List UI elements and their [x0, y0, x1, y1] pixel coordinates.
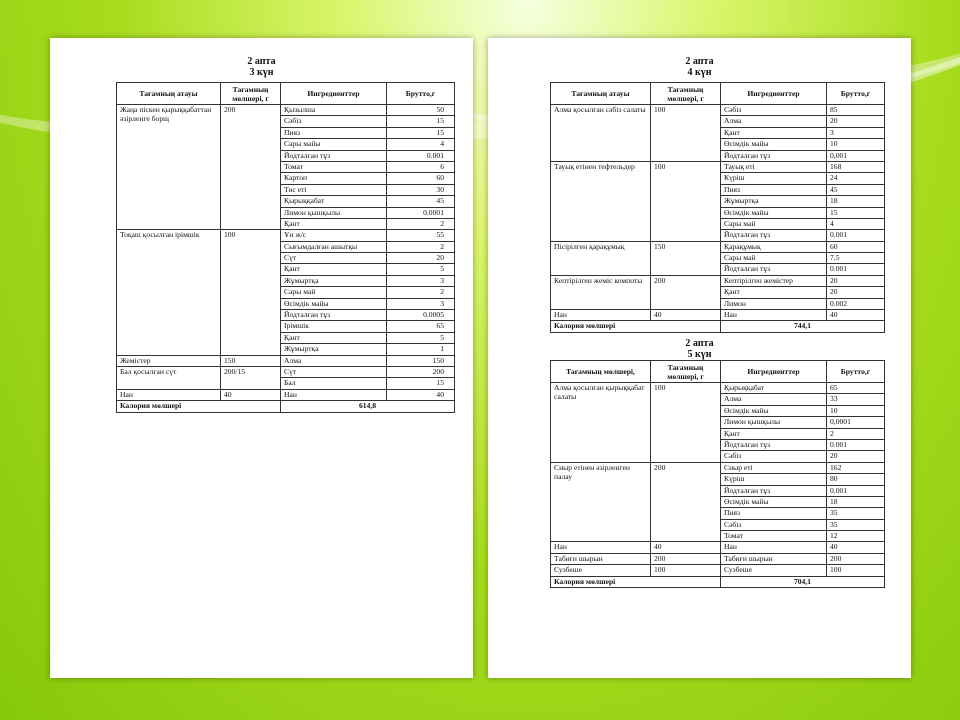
- ingredient-cell: Қант: [281, 218, 387, 229]
- dish-name-cell: Сиыр етінен әзірленген палау: [551, 462, 651, 542]
- brutto-cell: 18: [827, 496, 885, 507]
- ingredient-cell: Күріш: [721, 173, 827, 184]
- brutto-cell: 162: [827, 462, 885, 473]
- dish-amount-cell: 200: [651, 275, 721, 309]
- brutto-cell: 100: [827, 565, 885, 576]
- dish-name-cell: Жаңа піскен қырыққабаттан әзірленге борщ: [117, 105, 221, 230]
- brutto-cell: 200: [387, 366, 455, 377]
- brutto-cell: 15: [387, 116, 455, 127]
- ingredient-cell: Сәбіз: [721, 451, 827, 462]
- week-title: 2 апта: [247, 56, 276, 67]
- table-row: [551, 553, 885, 564]
- ingredient-cell: Йодталған тұз: [721, 150, 827, 161]
- table-row: [117, 366, 455, 377]
- ingredient-cell: Лимон: [721, 298, 827, 309]
- ingredient-cell: Сары май: [721, 253, 827, 264]
- brutto-cell: 65: [387, 321, 455, 332]
- calorie-label: Калория мөлшері: [551, 321, 721, 332]
- column-header: Тағамның атауы: [551, 83, 651, 105]
- ingredient-cell: Сәбіз: [721, 519, 827, 530]
- ingredient-cell: Сүт: [281, 366, 387, 377]
- dish-amount-cell: 100: [221, 230, 281, 355]
- ingredient-cell: Өсімдік майы: [281, 298, 387, 309]
- ingredient-cell: Қызылша: [281, 105, 387, 116]
- ingredient-cell: Қант: [721, 287, 827, 298]
- week-title: 2 апта: [685, 56, 714, 67]
- dish-name-cell: Жемістер: [117, 355, 221, 366]
- brutto-cell: 45: [387, 196, 455, 207]
- table-row: [117, 389, 455, 400]
- brutto-cell: 2: [387, 241, 455, 252]
- dish-amount-cell: 200: [651, 553, 721, 564]
- dish-amount-cell: 150: [651, 241, 721, 275]
- dish-amount-cell: 40: [651, 310, 721, 321]
- ingredient-cell: Сүт: [281, 253, 387, 264]
- brutto-cell: 0,001: [827, 150, 885, 161]
- ingredient-cell: Бал: [281, 378, 387, 389]
- brutto-cell: 0.001: [827, 439, 885, 450]
- ingredient-cell: Қант: [721, 428, 827, 439]
- brutto-cell: 4: [387, 139, 455, 150]
- brutto-cell: 0.001: [827, 230, 885, 241]
- table-row: [551, 241, 885, 252]
- column-header: Тағамның мөлшері, г: [221, 83, 281, 105]
- ingredient-cell: Өсімдік майы: [721, 405, 827, 416]
- ingredient-cell: Сиыр еті: [721, 462, 827, 473]
- table-header-row: [551, 361, 885, 383]
- brutto-cell: 2: [827, 428, 885, 439]
- ingredient-cell: Лимон қышқылы: [721, 417, 827, 428]
- week-heading: [50, 56, 473, 78]
- dish-name-cell: Табиғи шырын: [551, 553, 651, 564]
- brutto-cell: 10: [827, 405, 885, 416]
- ingredient-cell: Картоп: [281, 173, 387, 184]
- brutto-cell: 2: [387, 218, 455, 229]
- table-row: [551, 565, 885, 576]
- ingredient-cell: Қант: [281, 264, 387, 275]
- brutto-cell: 20: [827, 287, 885, 298]
- dish-amount-cell: 100: [651, 105, 721, 162]
- calorie-value: 614,8: [281, 401, 455, 412]
- ingredient-cell: Өсімдік майы: [721, 496, 827, 507]
- brutto-cell: 33: [827, 394, 885, 405]
- ingredient-cell: Табиғи шырын: [721, 553, 827, 564]
- calorie-row: [117, 401, 455, 412]
- dish-amount-cell: 40: [221, 389, 281, 400]
- brutto-cell: 35: [827, 508, 885, 519]
- brutto-cell: 0.0001: [387, 207, 455, 218]
- brutto-cell: 0.001: [827, 485, 885, 496]
- brutto-cell: 45: [827, 184, 885, 195]
- calorie-row: [551, 576, 885, 587]
- brutto-cell: 0.0005: [387, 310, 455, 321]
- ingredient-cell: Йодталған тұз: [721, 439, 827, 450]
- ingredient-cell: Лимон қышқылы: [281, 207, 387, 218]
- calorie-row: [551, 321, 885, 332]
- dish-name-cell: Нан: [117, 389, 221, 400]
- brutto-cell: 4: [827, 218, 885, 229]
- ingredient-cell: Күріш: [721, 474, 827, 485]
- ingredient-cell: Сары май: [281, 287, 387, 298]
- ingredient-cell: Пияз: [721, 508, 827, 519]
- brutto-cell: 3: [827, 127, 885, 138]
- ingredient-cell: Сузбеше: [721, 565, 827, 576]
- ingredient-cell: Кептірілген жемістер: [721, 275, 827, 286]
- dish-name-cell: Алма қосылған сәбіз салаты: [551, 105, 651, 162]
- column-header: Брутто,г: [387, 83, 455, 105]
- column-header: Ингредиенттер: [281, 83, 387, 105]
- ingredient-cell: Томат: [721, 531, 827, 542]
- ingredient-cell: Қант: [721, 127, 827, 138]
- column-header: Тағамның атауы: [117, 83, 221, 105]
- dish-amount-cell: 200: [651, 462, 721, 542]
- table-row: [551, 462, 885, 473]
- brutto-cell: 40: [387, 389, 455, 400]
- table-row: [117, 230, 455, 241]
- ingredient-cell: Алма: [721, 116, 827, 127]
- ingredient-cell: Йодталған тұз: [721, 230, 827, 241]
- column-header: Ингредиенттер: [721, 83, 827, 105]
- ingredient-cell: Ірімшік: [281, 321, 387, 332]
- brutto-cell: 50: [387, 105, 455, 116]
- brutto-cell: 168: [827, 161, 885, 172]
- brutto-cell: 200: [827, 553, 885, 564]
- table-row: [551, 310, 885, 321]
- ingredient-cell: Йодталған тұз: [721, 264, 827, 275]
- ingredient-cell: Қант: [281, 332, 387, 343]
- menu-table-day-3: [116, 82, 455, 413]
- ingredient-cell: Сәбіз: [721, 105, 827, 116]
- dish-name-cell: Нан: [551, 542, 651, 553]
- brutto-cell: 12: [827, 531, 885, 542]
- brutto-cell: 35: [827, 519, 885, 530]
- column-header: Тағамның мөлшері,: [551, 361, 651, 383]
- ingredient-cell: Нан: [281, 389, 387, 400]
- calorie-value: 744,1: [721, 321, 885, 332]
- table-row: [551, 105, 885, 116]
- dish-name-cell: Бал қосылған сүт: [117, 366, 221, 389]
- dish-amount-cell: 200/15: [221, 366, 281, 389]
- brutto-cell: 1: [387, 344, 455, 355]
- brutto-cell: 85: [827, 105, 885, 116]
- calorie-label: Калория мөлшері: [117, 401, 281, 412]
- dish-name-cell: Нан: [551, 310, 651, 321]
- calorie-label: Калория мөлшері: [551, 576, 721, 587]
- dish-amount-cell: 40: [651, 542, 721, 553]
- ingredient-cell: Томат: [281, 161, 387, 172]
- brutto-cell: 3: [387, 298, 455, 309]
- column-header: Брутто,г: [827, 361, 885, 383]
- column-header: Тағамның мөлшері, г: [651, 83, 721, 105]
- dish-name-cell: Кептірілген жеміс компоты: [551, 275, 651, 309]
- table-row: [551, 161, 885, 172]
- ingredient-cell: Қарақұмық: [721, 241, 827, 252]
- calorie-value: 704,1: [721, 576, 885, 587]
- brutto-cell: 10: [827, 139, 885, 150]
- brutto-cell: 15: [387, 127, 455, 138]
- brutto-cell: 7,5: [827, 253, 885, 264]
- brutto-cell: 40: [827, 542, 885, 553]
- ingredient-cell: Қырыққабат: [721, 383, 827, 394]
- dish-amount-cell: 200: [221, 105, 281, 230]
- dish-name-cell: Тауық етінен тефтельдер: [551, 161, 651, 241]
- brutto-cell: 2: [387, 287, 455, 298]
- dish-name-cell: Тоқаш қосылған ірімшік: [117, 230, 221, 355]
- table-row: [551, 275, 885, 286]
- table-header-row: [117, 83, 455, 105]
- column-header: Брутто,г: [827, 83, 885, 105]
- ingredient-cell: Сары май: [721, 218, 827, 229]
- ingredient-cell: Өсімдік майы: [721, 207, 827, 218]
- menu-table-day-5: [550, 360, 885, 588]
- brutto-cell: 15: [387, 378, 455, 389]
- ingredient-cell: Төс еті: [281, 184, 387, 195]
- dish-amount-cell: 100: [651, 383, 721, 463]
- day-title: 4 күн: [687, 67, 712, 78]
- ingredient-cell: Ұн ж/с: [281, 230, 387, 241]
- brutto-cell: 18: [827, 196, 885, 207]
- ingredient-cell: Йодталған тұз: [721, 485, 827, 496]
- day-title: 5 күн: [687, 349, 712, 360]
- dish-amount-cell: 100: [651, 161, 721, 241]
- ingredient-cell: Алма: [721, 394, 827, 405]
- brutto-cell: 5: [387, 332, 455, 343]
- brutto-cell: 65: [827, 383, 885, 394]
- week-heading-day-5: [488, 338, 911, 360]
- brutto-cell: 20: [827, 275, 885, 286]
- ingredient-cell: Сары майы: [281, 139, 387, 150]
- ingredient-cell: Пияз: [281, 127, 387, 138]
- brutto-cell: 20: [827, 116, 885, 127]
- ingredient-cell: Тауық еті: [721, 161, 827, 172]
- menu-table-day-4: [550, 82, 885, 333]
- table-header-row: [551, 83, 885, 105]
- dish-amount-cell: 100: [651, 565, 721, 576]
- ingredient-cell: Нан: [721, 542, 827, 553]
- ingredient-cell: Йодталған тұз: [281, 310, 387, 321]
- table-row: [551, 542, 885, 553]
- brutto-cell: 60: [387, 173, 455, 184]
- document-page-left: [50, 38, 473, 678]
- brutto-cell: 15: [827, 207, 885, 218]
- brutto-cell: 0,0001: [827, 417, 885, 428]
- brutto-cell: 3: [387, 275, 455, 286]
- ingredient-cell: Жұмыртқа: [281, 344, 387, 355]
- brutto-cell: 150: [387, 355, 455, 366]
- ingredient-cell: Жұмыртқа: [281, 275, 387, 286]
- brutto-cell: 30: [387, 184, 455, 195]
- brutto-cell: 0.001: [387, 150, 455, 161]
- document-page-right: [488, 38, 911, 678]
- ingredient-cell: Пияз: [721, 184, 827, 195]
- ingredient-cell: Сәбіз: [281, 116, 387, 127]
- dish-amount-cell: 150: [221, 355, 281, 366]
- brutto-cell: 40: [827, 310, 885, 321]
- ingredient-cell: Йодталған тұз: [281, 150, 387, 161]
- brutto-cell: 20: [827, 451, 885, 462]
- ingredient-cell: Сығымдалған ашытқы: [281, 241, 387, 252]
- ingredient-cell: Өсімдік майы: [721, 139, 827, 150]
- table-row: [551, 383, 885, 394]
- brutto-cell: 0.001: [827, 264, 885, 275]
- column-header: Тағамның мөлшері, г: [651, 361, 721, 383]
- brutto-cell: 6: [387, 161, 455, 172]
- dish-name-cell: Сузбеше: [551, 565, 651, 576]
- week-heading-day-4: [488, 56, 911, 78]
- brutto-cell: 20: [387, 253, 455, 264]
- dish-name-cell: Пісірілген қарақұмық: [551, 241, 651, 275]
- day-title: 3 күн: [249, 67, 274, 78]
- brutto-cell: 55: [387, 230, 455, 241]
- brutto-cell: 5: [387, 264, 455, 275]
- table-row: [117, 355, 455, 366]
- ingredient-cell: Жұмыртқа: [721, 196, 827, 207]
- ingredient-cell: Қырыққабат: [281, 196, 387, 207]
- ingredient-cell: Алма: [281, 355, 387, 366]
- brutto-cell: 24: [827, 173, 885, 184]
- week-title: 2 апта: [685, 338, 714, 349]
- brutto-cell: 60: [827, 241, 885, 252]
- dish-name-cell: Алма қосылған қырыққабат салаты: [551, 383, 651, 463]
- brutto-cell: 0.002: [827, 298, 885, 309]
- column-header: Ингредиенттер: [721, 361, 827, 383]
- table-row: [117, 105, 455, 116]
- ingredient-cell: Нан: [721, 310, 827, 321]
- brutto-cell: 80: [827, 474, 885, 485]
